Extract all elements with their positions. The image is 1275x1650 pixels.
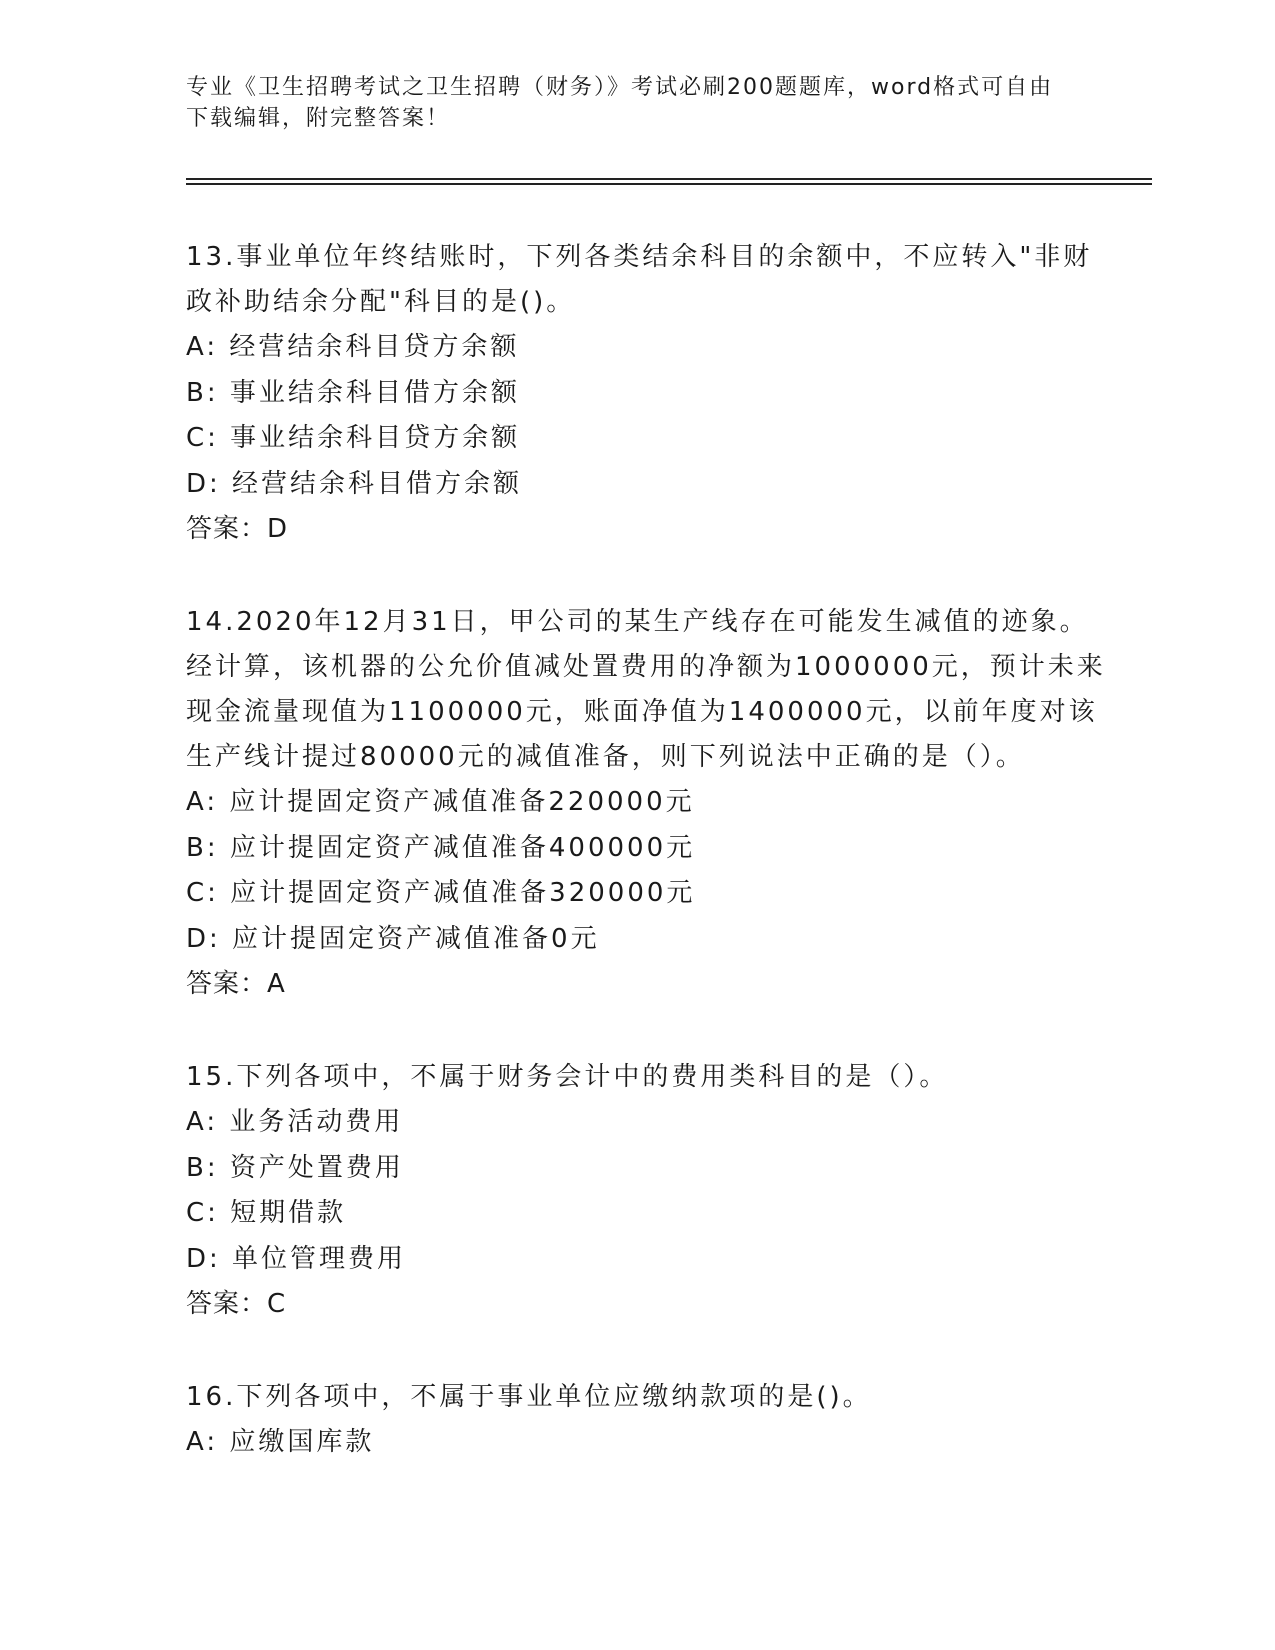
- option-c: C: 事业结余科目贷方余额: [186, 423, 521, 453]
- answer: 答案：A: [186, 969, 286, 999]
- option-c: C: 应计提固定资产减值准备320000元: [186, 878, 696, 908]
- question-text: 16.下列各项中，不属于事业单位应缴纳款项的是()。: [186, 1382, 872, 1412]
- question-text: 14.2020年12月31日，甲公司的某生产线存在可能发生减值的迹象。经计算，该机器的公允价值减处置费用的净额为1000000元，预计未来现金流量现值为1100000元，账面净值为1400000元，以前年度对该生产线计提过80000元的减值准备，则下列说法中正确的是（）。: [186, 607, 1106, 772]
- option-a: A: 应缴国库款: [186, 1427, 375, 1457]
- option-a: A: 应计提固定资产减值准备220000元: [186, 787, 695, 817]
- question-15: [186, 1055, 1116, 1327]
- option-d: D: 经营结余科目借方余额: [186, 468, 523, 499]
- option-b: B: 应计提固定资产减值准备400000元: [186, 832, 696, 863]
- header-divider-bottom: [186, 183, 1152, 185]
- option-b: B: 事业结余科目借方余额: [186, 377, 520, 408]
- question-text: 13.事业单位年终结账时，下列各类结余科目的余额中，不应转入"非财政补助结余分配"科目的是()。: [186, 242, 1093, 317]
- option-b: B: 资产处置费用: [186, 1152, 404, 1183]
- option-d: D: 应计提固定资产减值准备0元: [186, 923, 600, 954]
- question-16: [186, 1375, 1116, 1466]
- question-text: 15.下列各项中，不属于财务会计中的费用类科目的是（）。: [186, 1062, 949, 1092]
- question-13: [186, 235, 1116, 552]
- option-d: D: 单位管理费用: [186, 1243, 407, 1274]
- option-a: A: 业务活动费用: [186, 1107, 404, 1137]
- document-header: 专业《卫生招聘考试之卫生招聘（财务）》考试必刷200题题库，word格式可自由下载编辑，附完整答案！: [186, 75, 1054, 131]
- question-list: [186, 235, 1116, 1514]
- answer: 答案：D: [186, 514, 289, 544]
- answer: 答案：C: [186, 1289, 287, 1319]
- question-14: [186, 600, 1116, 1007]
- option-c: C: 短期借款: [186, 1198, 347, 1228]
- option-a: A: 经营结余科目贷方余额: [186, 332, 520, 362]
- header-divider-top: [186, 178, 1152, 180]
